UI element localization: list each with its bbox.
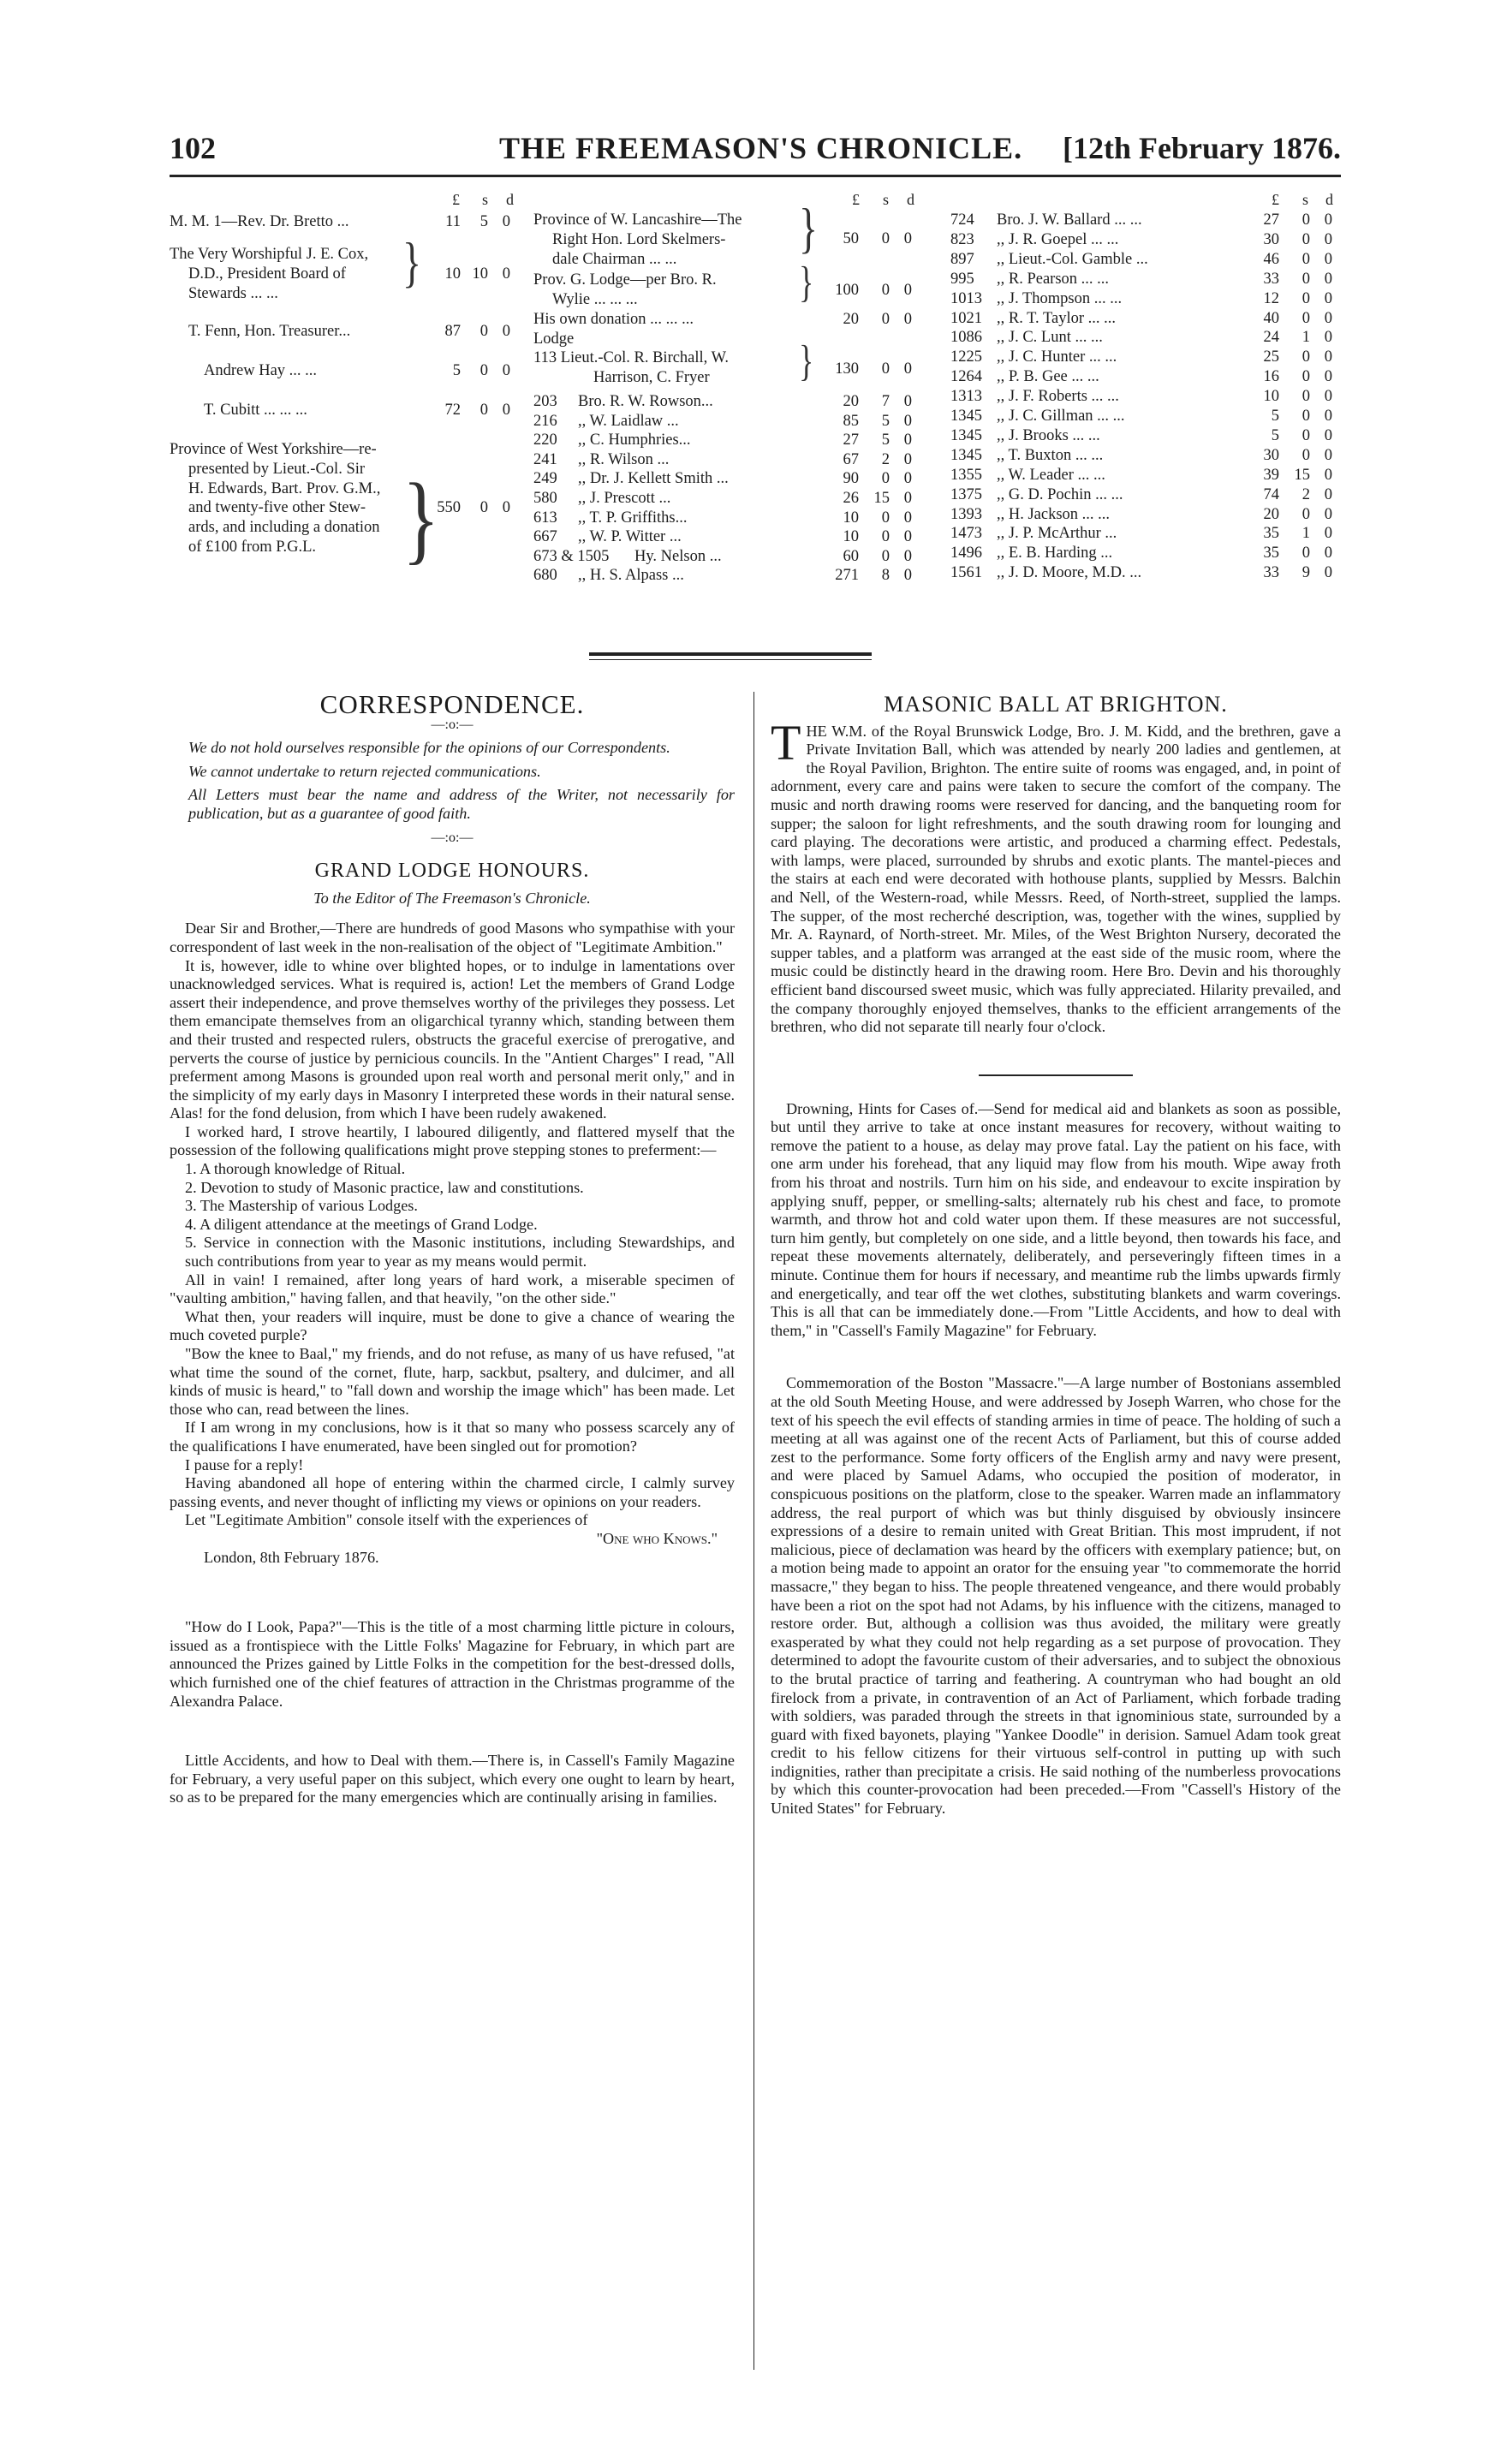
amount-shillings: 0 <box>1302 545 1310 562</box>
amount-pounds: 5 <box>1271 408 1279 425</box>
amount-shillings: 1 <box>1302 525 1310 543</box>
amount-pounds: 10 <box>1263 388 1279 406</box>
amount-pence: 0 <box>502 265 510 283</box>
disclaimer-letters: All Letters must bear the name and address of the Writer, not necessarily for publication, but as a guarantee of good faith. <box>188 786 735 822</box>
amount-pounds: 30 <box>1263 230 1279 248</box>
lodge-number: 1496 <box>950 545 982 562</box>
subscriber-name: ,, J. F. Roberts ... ... <box>997 388 1119 406</box>
subscriber-name: ,, E. B. Harding ... <box>997 545 1113 562</box>
list-item: 5. Service in connection with the Masonic institutions, including Stewardships, and such contributions from year to year as my means would permit. <box>185 1234 735 1271</box>
amount-shillings: 0 <box>881 311 890 328</box>
lodge-number: 1375 <box>950 485 982 503</box>
amount-shillings: 0 <box>1302 426 1310 444</box>
amount-pounds: 550 <box>437 499 461 516</box>
amount-pence: 0 <box>1324 329 1332 347</box>
entry-line: presented by Lieut.-Col. Sir <box>188 460 366 478</box>
lancashire-entry <box>533 211 799 269</box>
amount-pence: 0 <box>903 282 912 299</box>
amount-pounds: 12 <box>1263 289 1279 307</box>
amount-shillings: 5 <box>881 431 890 449</box>
amount-pounds: 39 <box>1263 466 1279 484</box>
article-paragraph <box>771 714 1341 1037</box>
article-paragraph: Commemoration of the Boston "Massacre."—A large number of Bostonians assembled at the old South Meeting House, and were addressed by Joseph Warren, who chose for the text of his speech the evil effects of standing armies in time of peace. The holding of such a meeting at all was against one of the recent Acts of Parliament, but this of course added zest to the performance. Some forty officers of the English army and navy were present, and were placed by Samuel Adams, who occupied the position of moderator, in conspicuous positions on the platform, close to the speaker. Warren made an inflammatory address, the real purport of which was but thinly disguised by obviously insincere expressions of a desire to remain united with Great Britian. This most imprudent, if not malicious, piece of declamation was heard by the officers with exemplary patience; but, on a motion being made to appoint an orator for the ensuing year "to commemorate the horrid massacre," they began to hiss. The people threatened vengeance, and there would probably have been a riot on the spot had not Adams, by his influence with the citizens, managed to restore order. But, although a collision was thus avoided, the military were greatly exasperated by what they could not help regarding as a set purpose of provocation. They determined to adopt the favourite custom of their adversaries, and to subject the obnoxious to the brutal practice of tarring and feathering. A countryman who had bought an old firelock from a private, in contravention of an Act of Parliament, which forbade trading with soldiers, was paraded through the streets in that ignominious state, surrounded by a guard with fixed bayonets, playing "Yankee Doodle" in derision. Samuel Adam took great credit to his fellow citizens for their virtuous self-control in putting up with such indignities, rather than precipitate a crisis. He said nothing of the numberless provocations by which this counter-provocation had been preceded.—From "Cassell's History of the United States" for February. <box>771 1374 1341 1818</box>
subscriber-name: ,, R. Pearson ... ... <box>997 270 1110 288</box>
article-text: HE W.M. of the Royal Brunswick Lodge, Bro. J. M. Kidd, and the brethren, gave a Private Invitation Ball, which was attended by nearly 200 ladies and gentlemen, at the Royal Pavilion, Brighton. The entire suite of rooms was engaged, and, in point of adornment, every care and pains were taken to secure the comfort of the company. The music and north drawing rooms were reserved for dancing, and the banqueting room for supper; the saloon for light refreshments, and the south drawing room for lounging and card playing. The decorations were artistic, and produced a charming effect. Pedestals, with lamps, were placed, surrounded by shrubs and exotic plants. The mantel-pieces and the stairs at each end were decorated with hothouse plants, supplied by Messrs. Balchin and Nell, of the Western-road, while Messrs. Reed, of North-street, supplied the lamps. The supper, of the most recherché description, was, together with the wines, supplied by Mr. A. Raynard, of North-street. Mr. Miles, of the West Brighton Nursery, decorated the supper tables, and a platform was arranged at the east side of the music room, where the music could be distinctly heard in the drawing room. Here Bro. Devin and his thoroughly efficient band discoursed sweet music, which was fully appreciated. Hilarity prevailed, and the company thoroughly enjoyed themselves, thanks to the efficient arrangements of the brethren, who did not separate till nearly four o'clock. <box>771 722 1341 1036</box>
amount-shillings: 0 <box>881 509 890 527</box>
table-row <box>950 250 1341 269</box>
disclaimer-opinions: We do not hold ourselves responsible for the opinions of our Correspondents. <box>188 739 670 757</box>
table-row <box>170 361 529 380</box>
table-row <box>533 547 927 566</box>
entry-line: 113 Lieut.-Col. R. Birchall, W. <box>533 349 729 366</box>
subscriber-name: ,, H. Jackson ... ... <box>997 505 1111 523</box>
amount-pounds: 33 <box>1263 270 1279 288</box>
amount-pence: 0 <box>903 547 912 565</box>
table-row <box>950 426 1341 445</box>
subscription-col-2 <box>533 190 936 618</box>
amount-pounds: 20 <box>843 311 859 328</box>
table-row <box>950 466 1341 485</box>
letter-paragraph: Having abandoned all hope of entering within the charmed circle, I calmly survey passing events, and never thought of inflicting my views or opinions on your readers. <box>170 1474 735 1510</box>
amount-pence: 0 <box>502 213 510 230</box>
brace-glyph: } <box>402 464 440 574</box>
letter-paragraph: It is, however, idle to whine over blighted hopes, or to indulge in lamentations over unacknowledged services. What is required is, action! Let the members of Grand Lodge assert their independence, and prove themselves worthy of the privileges they possess. Let them emancipate themselves from an oligarchical tyranny which, standing between them and their trusted and respected rulers, obstructs the graceful exercise of prerogative, and perverts the course of justice by pernicious councils. In the "Antient Charges" I read, "All preferment among Masons is grounded upon real worth and personal merit only," and in the simplicity of my early days in Masonry I interpreted these words in their natural sense. Alas! for the fond delusion, from which I have been rudely awakened. <box>170 956 735 1122</box>
qualifications-list <box>170 1160 735 1271</box>
amount-pounds: 30 <box>1263 446 1279 464</box>
amount-pounds: 10 <box>843 528 859 546</box>
amount-pence: 0 <box>502 402 510 419</box>
subscriber-name: ,, P. B. Gee ... ... <box>997 368 1099 386</box>
subscriber-name: ,, G. D. Pochin ... ... <box>997 485 1123 503</box>
subscriber-name: ,, T. Buxton ... ... <box>997 446 1104 464</box>
subscriber-name: ,, W. Laidlaw ... <box>578 412 679 430</box>
lsd-header-shillings: s <box>883 191 890 208</box>
amount-pounds: 35 <box>1263 525 1279 543</box>
amount-pounds: 40 <box>1263 309 1279 327</box>
amount-pence: 0 <box>903 509 912 527</box>
table-end-rule <box>589 652 872 656</box>
lodge-number: 1355 <box>950 466 982 484</box>
table-row <box>170 322 529 341</box>
amount-pounds: 24 <box>1263 329 1279 347</box>
amount-pence: 0 <box>903 230 912 247</box>
subscriber-name: ,, J. Prescott ... <box>578 490 671 507</box>
table-row <box>533 412 927 431</box>
amount-pounds: 20 <box>1263 505 1279 523</box>
amount-shillings: 0 <box>881 230 890 247</box>
amount-pounds: 20 <box>843 393 859 410</box>
lodge-number: 897 <box>950 250 974 268</box>
letter-paragraph: What then, your readers will inquire, must be done to give a chance of wearing the much coveted purple? <box>170 1307 735 1344</box>
amount-pence: 0 <box>1324 505 1332 523</box>
subscription-table <box>170 190 1341 618</box>
table-row <box>950 407 1341 426</box>
table-row <box>950 348 1341 366</box>
lsd-header-shillings: s <box>482 191 489 208</box>
entry-line: Province of West Yorkshire—re- <box>170 441 377 458</box>
amount-shillings: 0 <box>881 528 890 546</box>
lodge-number: 1561 <box>950 564 982 582</box>
list-item: 1. A thorough knowledge of Ritual. <box>185 1160 406 1178</box>
table-row <box>950 211 1341 229</box>
table-row <box>533 527 927 546</box>
lodge-number: 823 <box>950 230 974 248</box>
table-row <box>533 310 927 329</box>
lodge-number: 1345 <box>950 408 982 425</box>
amount-pounds: 87 <box>444 323 461 340</box>
table-row <box>950 230 1341 249</box>
table-row <box>950 544 1341 562</box>
table-row <box>533 509 927 527</box>
amount-pounds: 27 <box>843 431 859 449</box>
amount-pounds: 85 <box>843 412 859 430</box>
amount-shillings: 0 <box>480 402 488 419</box>
subscriber-name: ,, J. P. McArthur ... <box>997 525 1117 543</box>
letter-paragraph: If I am wrong in my conclusions, how is it that so many who possess scarcely any of the qualifications I have enumerated, have been singled out for promotion? <box>170 1419 735 1455</box>
lsd-header-pounds: £ <box>1272 191 1279 208</box>
amount-pounds: 16 <box>1263 368 1279 386</box>
amount-pounds: 90 <box>843 470 859 488</box>
table-row <box>950 485 1341 504</box>
subscriber-name: ,, T. P. Griffiths... <box>578 509 688 527</box>
amount-shillings: 0 <box>881 360 890 378</box>
grand-lodge-heading: GRAND LODGE HONOURS. <box>314 860 590 883</box>
list-item: 2. Devotion to study of Masonic practice, law and constitutions. <box>185 1178 584 1196</box>
correspondence-heading: CORRESPONDENCE. <box>319 689 585 719</box>
amount-pence: 0 <box>1324 485 1332 503</box>
amount-shillings: 0 <box>1302 250 1310 268</box>
amount-pounds: 100 <box>835 282 859 299</box>
amount-pounds: 74 <box>1263 485 1279 503</box>
subscriber-name: ,, J. R. Goepel ... ... <box>997 230 1119 248</box>
amount-pence: 0 <box>903 431 912 449</box>
masthead-title: THE FREEMASON'S CHRONICLE. <box>499 131 1023 165</box>
table-row <box>950 387 1341 406</box>
page-header <box>170 127 1341 178</box>
amount-shillings: 0 <box>881 547 890 565</box>
amount-pence: 0 <box>903 393 912 410</box>
lodge-number: 1013 <box>950 289 982 307</box>
table-row <box>950 524 1341 543</box>
table-row <box>950 367 1341 386</box>
amount-pence: 0 <box>1324 270 1332 288</box>
lodge-number: 667 <box>533 528 557 546</box>
section-divider <box>979 1074 1133 1076</box>
entry-line: Right Hon. Lord Skelmers- <box>552 230 726 248</box>
lodge-number: 613 <box>533 509 557 527</box>
lodge-number: 216 <box>533 412 557 430</box>
subscriber-name: ,, R. T. Taylor ... ... <box>997 309 1116 327</box>
amount-pence: 0 <box>1324 289 1332 307</box>
subscriber-name: Bro. J. W. Ballard ... ... <box>997 211 1142 229</box>
entry-line: D.D., President Board of <box>188 265 346 283</box>
amount-pence: 0 <box>903 412 912 430</box>
amount-pounds: 5 <box>1271 426 1279 444</box>
amount-pence: 0 <box>502 362 510 379</box>
amount-pence: 0 <box>903 490 912 507</box>
separator: —:o:— <box>431 717 474 732</box>
table-row <box>533 469 927 488</box>
subscriber-name: Hy. Nelson ... <box>634 547 722 565</box>
subscriber-name: ,, J. D. Moore, M.D. ... <box>997 564 1142 582</box>
amount-pounds: 10 <box>444 265 461 283</box>
amount-shillings: 0 <box>480 362 488 379</box>
to-editor-line: To the Editor of The Freemason's Chronicle. <box>313 889 591 907</box>
table-row <box>950 309 1341 328</box>
table-row <box>950 289 1341 308</box>
amount-pence: 0 <box>1324 525 1332 543</box>
entry-line: Harrison, C. Fryer <box>593 368 710 386</box>
subscriber-name: ,, J. Brooks ... ... <box>997 426 1100 444</box>
subscriber-name: T. Fenn, Hon. Treasurer... <box>188 323 351 340</box>
brace-glyph: } <box>799 197 819 259</box>
entry-line: dale Chairman ... ... <box>552 250 677 268</box>
brace-glyph: } <box>799 336 814 384</box>
entry-line: Wylie ... ... ... <box>552 290 638 308</box>
amount-shillings: 0 <box>881 470 890 488</box>
amount-shillings: 10 <box>472 265 488 283</box>
letter-paragraph: I worked hard, I strove heartily, I laboured diligently, and flattered myself that the possession of the following qualifications might prove stepping stones to preferment:— <box>170 1122 735 1159</box>
amount-shillings: 0 <box>480 323 488 340</box>
amount-pence: 0 <box>1324 545 1332 562</box>
article-paragraph: Little Accidents, and how to Deal with them.—There is, in Cassell's Family Magazine for February, a very useful paper on this subject, which every one ought to learn by heart, so as to be prepared for the many emergencies which are continually arising in families. <box>170 1752 735 1806</box>
letter-paragraph: Let "Legitimate Ambition" console itself with the experiences of <box>185 1511 588 1529</box>
amount-pounds: 11 <box>445 213 461 230</box>
amount-pounds: 27 <box>1263 211 1279 229</box>
lsd-header-pounds: £ <box>852 191 860 208</box>
table-row <box>533 450 927 469</box>
amount-pounds: 25 <box>1263 348 1279 366</box>
amount-pence: 0 <box>1324 230 1332 248</box>
amount-shillings: 0 <box>1302 505 1310 523</box>
issue-date: [12th February 1876. <box>1063 131 1341 165</box>
lodge-number: 680 <box>533 567 557 585</box>
amount-shillings: 0 <box>1302 309 1310 327</box>
masonic-ball-heading: MASONIC BALL AT BRIGHTON. <box>884 692 1228 717</box>
lodge-number: 1345 <box>950 426 982 444</box>
subscriber-name: Andrew Hay ... ... <box>204 362 318 379</box>
amount-pounds: 10 <box>843 509 859 527</box>
letter-dateline: London, 8th February 1876. <box>204 1548 379 1566</box>
table-row <box>533 489 927 508</box>
lodge-number: 220 <box>533 431 557 449</box>
amount-pence: 0 <box>1324 426 1332 444</box>
amount-shillings: 0 <box>1302 446 1310 464</box>
entry-line: The Very Worshipful J. E. Cox, <box>170 246 369 263</box>
amount-shillings: 0 <box>480 499 488 516</box>
entry-line: Province of W. Lancashire—The <box>533 211 742 229</box>
amount-pence: 0 <box>903 360 912 378</box>
amount-pence: 0 <box>1324 348 1332 366</box>
letter-paragraph: All in vain! I remained, after long years of hard work, a miserable specimen of "vaulting ambition," having fallen, and that heavily, "on the other side." <box>170 1271 735 1307</box>
amount-pence: 0 <box>1324 250 1332 268</box>
amount-pounds: 60 <box>843 547 859 565</box>
amount-pence: 0 <box>903 450 912 468</box>
subscriber-name: ,, J. C. Lunt ... ... <box>997 329 1103 347</box>
subscriber-name: ,, R. Wilson ... <box>578 450 670 468</box>
amount-pence: 0 <box>1324 564 1332 582</box>
prov-lodge-entry <box>533 271 799 310</box>
entry-line: ards, and including a donation <box>188 519 380 537</box>
amount-pounds: 5 <box>452 362 461 379</box>
amount-shillings: 0 <box>1302 388 1310 406</box>
article-paragraph: Drowning, Hints for Cases of.—Send for medical aid and blankets as soon as possible, but until they arrive to take at once instant measures for recovery, without waiting to remove the patient to a house, as delay may prove fatal. Lay the patient on his face, with one arm under his forehead, that any liquid may flow from his mouth. Wipe away froth from his throat and nostrils. Turn him on his side, and endeavour to excite inspiration by applying snuff, pepper, or smelling-salts; alternately rub his chest and face, to promote warmth, and throw hot and cold water upon them. If these measures are not successful, turn him gently, but completely on one side, and a little beyond, then towards his face, and repeat these movements alternately, deliberately, and perseveringly fifteen times in a minute. Continue them for hours if necessary, and meantime rub the limbs upwards firmly and energetically, and tear off the wet clothes, substituting blankets and warm coverings. This is all that can be immediately done.—From "Little Accidents, and how to deal with them," in "Cassell's Family Magazine" for February. <box>771 1099 1341 1339</box>
disclaimer-rejected: We cannot undertake to return rejected communications. <box>188 762 541 780</box>
page-number: 102 <box>170 131 216 165</box>
birchall-entry <box>533 348 799 388</box>
amount-pence: 0 <box>903 567 912 585</box>
table-row <box>950 446 1341 465</box>
table-row <box>170 401 529 420</box>
subscriber-name: ,, H. S. Alpass ... <box>578 567 684 585</box>
lodge-number: 1225 <box>950 348 982 366</box>
amount-shillings: 7 <box>881 393 890 410</box>
table-row <box>950 328 1341 347</box>
letter-paragraph: I pause for a reply! <box>185 1455 304 1473</box>
table-end-rule-thin <box>589 659 872 660</box>
lodge-number: 995 <box>950 270 974 288</box>
subscriber-name: ,, J. C. Hunter ... ... <box>997 348 1117 366</box>
letter-paragraph: Dear Sir and Brother,—There are hundreds of good Masons who sympathise with your correspondent of last week in the non-realisation of the object of "Legitimate Ambition." <box>170 920 735 955</box>
list-item: 3. The Mastership of various Lodges. <box>185 1197 418 1215</box>
table-row <box>533 431 927 449</box>
west-yorkshire-entry <box>170 440 409 557</box>
list-item: 4. A diligent attendance at the meetings of Grand Lodge. <box>185 1215 538 1233</box>
lodge-number: 1393 <box>950 505 982 523</box>
lodge-number: 580 <box>533 490 557 507</box>
table-row <box>950 270 1341 289</box>
amount-pence: 0 <box>1324 211 1332 229</box>
subscriber-name: ,, J. Thompson ... ... <box>997 289 1123 307</box>
entry-line: of £100 from P.G.L. <box>188 538 317 556</box>
article-paragraph: "How do I Look, Papa?"—This is the title of a most charming little picture in colours, issued as a frontispiece with the Little Folks' Magazine for February, in which part are announced the Prizes gained by Little Folks in the competition for the best-dressed dolls, which furnished one of the chief features of attraction in the Christmas programme of the Alexandra Palace. <box>170 1618 735 1710</box>
drop-cap: T <box>771 714 801 771</box>
entry-line: and twenty-five other Stew- <box>188 499 366 517</box>
lodge-number: 203 <box>533 393 557 410</box>
lodge-number: 673 & 1505 <box>533 547 610 565</box>
lodge-number: 241 <box>533 450 557 468</box>
table-row <box>170 212 529 231</box>
subscription-col-1 <box>170 190 538 618</box>
amount-pence: 0 <box>502 499 510 516</box>
subscriber-name: ,, W. P. Witter ... <box>578 528 682 546</box>
amount-shillings: 2 <box>881 450 890 468</box>
separator: —:o:— <box>431 830 474 845</box>
amount-pounds: 130 <box>835 360 859 378</box>
amount-pounds: 46 <box>1263 250 1279 268</box>
amount-pence: 0 <box>502 323 510 340</box>
amount-pence: 0 <box>1324 309 1332 327</box>
amount-shillings: 8 <box>881 567 890 585</box>
lsd-header-shillings: s <box>1302 191 1309 208</box>
entry-line: Stewards ... ... <box>188 284 278 302</box>
letter-paragraph: "Bow the knee to Baal," my friends, and do not refuse, as many of us have refused, "at what time the sound of the cornet, flute, harp, sackbut, psaltery, and dulcimer, and all kinds of music is heard," to "fall down and worship the image which" has been made. Let those who can, read between the lines. <box>170 1345 735 1418</box>
amount-shillings: 0 <box>1302 348 1310 366</box>
subscriber-name: ,, Lieut.-Col. Gamble ... <box>997 250 1148 268</box>
amount-pounds: 50 <box>843 230 859 247</box>
lodge-number: 1021 <box>950 309 982 327</box>
amount-pence: 0 <box>1324 368 1332 386</box>
table-row <box>533 566 927 585</box>
amount-pounds: 35 <box>1263 545 1279 562</box>
amount-shillings: 0 <box>1302 368 1310 386</box>
brace-glyph: } <box>799 258 814 306</box>
lsd-header-pence: d <box>907 191 914 208</box>
subscriber-name: T. Cubitt ... ... ... <box>204 402 307 419</box>
lodge-number: 724 <box>950 211 974 229</box>
amount-shillings: 15 <box>1294 466 1310 484</box>
lodge-label: Lodge <box>533 330 575 348</box>
lodge-number: 249 <box>533 470 557 488</box>
lodge-number: 1086 <box>950 329 982 347</box>
amount-pence: 0 <box>1324 388 1332 406</box>
subscriber-name: ,, W. Leader ... ... <box>997 466 1105 484</box>
amount-shillings: 15 <box>873 490 890 507</box>
amount-shillings: 5 <box>480 213 488 230</box>
header-rule <box>170 175 1341 177</box>
subscriber-name: His own donation ... ... ... <box>533 311 694 328</box>
amount-shillings: 0 <box>1302 408 1310 425</box>
amount-pence: 0 <box>903 311 912 328</box>
amount-shillings: 0 <box>1302 230 1310 248</box>
amount-pounds: 67 <box>843 450 859 468</box>
amount-pence: 0 <box>1324 446 1332 464</box>
amount-pence: 0 <box>903 470 912 488</box>
lsd-header-pence: d <box>1325 191 1333 208</box>
amount-shillings: 0 <box>1302 211 1310 229</box>
amount-pounds: 271 <box>835 567 859 585</box>
lsd-header-pence: d <box>506 191 514 208</box>
amount-pence: 0 <box>1324 408 1332 425</box>
subscriber-name: M. M. 1—Rev. Dr. Bretto ... <box>170 213 349 230</box>
entry-line: Prov. G. Lodge—per Bro. R. <box>533 271 717 289</box>
lodge-number: 1345 <box>950 446 982 464</box>
amount-shillings: 5 <box>881 412 890 430</box>
lodge-number: 1264 <box>950 368 982 386</box>
table-row <box>950 563 1341 582</box>
amount-pence: 0 <box>903 528 912 546</box>
right-column <box>771 692 1341 2373</box>
amount-pounds: 33 <box>1263 564 1279 582</box>
letter-signature: "One who Knows." <box>596 1529 718 1547</box>
amount-shillings: 9 <box>1302 564 1310 582</box>
table-row <box>533 392 927 411</box>
subscription-col-3 <box>950 190 1341 618</box>
table-row <box>950 505 1341 524</box>
subscriber-name: ,, C. Humphries... <box>578 431 691 449</box>
brace-glyph: } <box>402 231 422 293</box>
left-column <box>170 689 735 2373</box>
amount-shillings: 0 <box>881 282 890 299</box>
amount-shillings: 2 <box>1302 485 1310 503</box>
subscriber-name: ,, J. C. Gillman ... ... <box>997 408 1125 425</box>
lodge-number: 1473 <box>950 525 982 543</box>
amount-shillings: 1 <box>1302 329 1310 347</box>
subscriber-name: Bro. R. W. Rowson... <box>578 393 713 410</box>
amount-pounds: 72 <box>444 402 461 419</box>
amount-shillings: 0 <box>1302 289 1310 307</box>
entry-line: H. Edwards, Bart. Prov. G.M., <box>188 479 381 497</box>
amount-pounds: 26 <box>843 490 859 507</box>
lodge-number: 1313 <box>950 388 982 406</box>
subscriber-name: ,, Dr. J. Kellett Smith ... <box>578 470 729 488</box>
lsd-header-pounds: £ <box>452 191 460 208</box>
cox-entry <box>170 245 409 303</box>
amount-shillings: 0 <box>1302 270 1310 288</box>
amount-pence: 0 <box>1324 466 1332 484</box>
